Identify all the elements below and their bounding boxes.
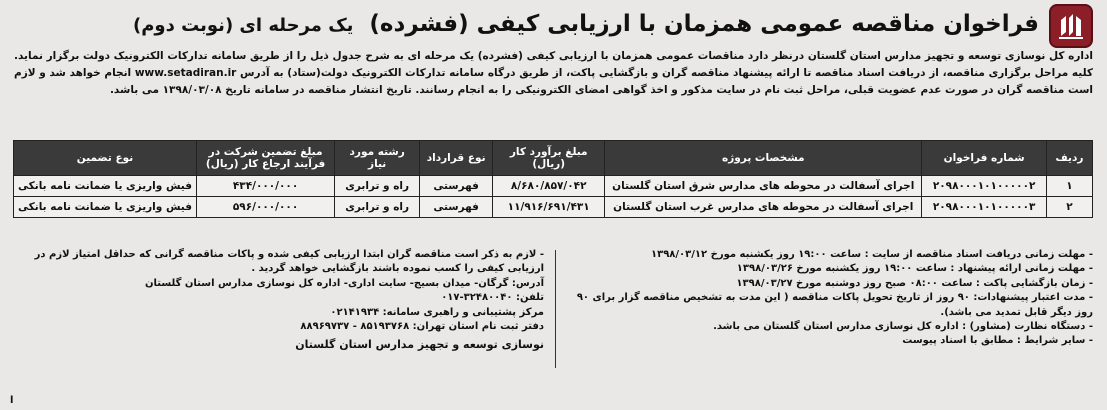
intro-paragraph: اداره کل نوسازی توسعه و تجهیز مدارس استان گلستان درنظر دارد مناقصات عمومی همزمان با ارزیابی کیفی (فشرده) یک مرحله ای به شرح جدول ذیل را از طریق سامانه تدارکات الکترونیک دولت برگزار نماید. کلیه مراحل برگزاری مناقصه، از دریافت اسناد مناقصه تا ارائه پیشنهاد مناقصه گران و بازگشایی پاکت، از طریق درگاه سامانه تدارکات الکترونیک دولت(ستاد) به آدرس www.setadiran.ir انجام خواهد شد و لازم است مناقصه گران در صورت عدم عضویت قبلی، مراحل ثبت نام در سایت مذکور و اخذ گواهی امضای الکترونیکی را به انجام رسانند. تاریخ انتشار مناقصه در سامانه تاریخ ۱۳۹۸/۰۳/۰۸ می باشد. [14, 50, 1093, 96]
note-line: - سایر شرایط : مطابق با اسناد پیوست [902, 335, 1093, 347]
table-row [14, 176, 1093, 197]
cell-row-number: ۲ [1046, 197, 1092, 218]
support-line: مرکز پشتیبانی و راهبری سامانه: ۰۲۱۴۱۹۳۴ [330, 306, 544, 318]
col-row-number: ردیف [1046, 141, 1092, 176]
table-row [14, 197, 1093, 218]
tehran-office-line: دفتر ثبت نام استان تهران: ۸۵۱۹۳۷۶۸ - ۸۸۹۶۹۷۳۷ [300, 321, 544, 333]
schedule-notes [573, 248, 1093, 388]
signature: نوسازی توسعه و تجهیز مدارس استان گلستان [295, 338, 544, 352]
cell-contract-type: فهرستی [420, 176, 493, 197]
cell-project: اجرای آسفالت در محوطه های مدارس غرب استان گلستان [605, 197, 922, 218]
col-guarantee-amount: مبلغ تضمین شرکت در فرآیند ارجاع کار (ریال) [197, 141, 335, 176]
cell-estimate: ۱۱/۹۱۶/۶۹۱/۴۳۱ [493, 197, 605, 218]
col-contract-type: نوع قرارداد [420, 141, 493, 176]
title-subtitle: یک مرحله ای (نوبت دوم) [132, 15, 354, 36]
cell-field: راه و ترابری [335, 176, 420, 197]
note-line: - مهلت زمانی دریافت اسناد مناقصه از سایت : ساعت ۱۹:۰۰ روز یکشنبه مورخ ۱۳۹۸/۰۳/۱۲ [650, 249, 1093, 260]
contact-notes [14, 248, 544, 378]
logo-emblem-icon [1051, 6, 1091, 46]
table-header-row [14, 141, 1093, 176]
page-title [132, 4, 1039, 44]
cell-call-number: ۲۰۹۸۰۰۰۱۰۱۰۰۰۰۰۳ [922, 197, 1047, 218]
cell-row-number: ۱ [1046, 176, 1092, 197]
note-line: - دستگاه نظارت (مشاور) : اداره کل نوسازی مدارس استان گلستان می باشد. [713, 321, 1093, 333]
col-estimate: مبلغ برآورد کار (ریال) [493, 141, 605, 176]
address-line: آدرس: گرگان- میدان بسیج- سایت اداری- اداره کل نوسازی مدارس استان گلستان [144, 277, 544, 289]
col-field: رشته مورد نیاز [335, 141, 420, 176]
cell-guarantee-type: فیش واریزی یا ضمانت نامه بانکی [14, 197, 197, 218]
cell-guarantee-amount: ۵۹۶/۰۰۰/۰۰۰ [197, 197, 335, 218]
organization-logo [1049, 4, 1093, 48]
title-main: فراخوان مناقصه عمومی همزمان با ارزیابی کیفی (فشرده) [369, 11, 1039, 37]
cell-project: اجرای آسفالت در محوطه های مدارس شرق استان گلستان [605, 176, 922, 197]
col-project: مشخصات پروژه [605, 141, 922, 176]
phone-line: تلفن: ۳۲۴۸۰۰۴۰-۰۱۷ [441, 292, 544, 304]
cell-estimate: ۸/۶۸۰/۸۵۷/۰۴۲ [493, 176, 605, 197]
cell-contract-type: فهرستی [420, 197, 493, 218]
note-line: - لازم به ذکر است مناقصه گران ابتدا ارزیابی کیفی شده و پاکات مناقصه گرانی که حداقل امتیاز لازم در ارزیابی کیفی را کسب نموده باشند بازگشایی خواهد گردید . [34, 249, 544, 275]
col-call-number: شماره فراخوان [922, 141, 1047, 176]
tender-table [13, 140, 1093, 218]
col-guarantee-type: نوع تضمین [14, 141, 197, 176]
cell-guarantee-amount: ۴۳۴/۰۰۰/۰۰۰ [197, 176, 335, 197]
cell-call-number: ۲۰۹۸۰۰۰۱۰۱۰۰۰۰۰۲ [922, 176, 1047, 197]
cell-guarantee-type: فیش واریزی یا ضمانت نامه بانکی [14, 176, 197, 197]
note-line: - زمان بازگشایی پاکت : ساعت ۰۸:۰۰ صبح روز دوشنبه مورخ ۱۳۹۸/۰۳/۲۷ [736, 277, 1093, 289]
page-mark: ا [10, 395, 14, 406]
note-line: - مهلت زمانی ارائه پیشنهاد : ساعت ۱۹:۰۰ روز یکشنبه مورخ ۱۳۹۸/۰۳/۲۶ [736, 263, 1093, 275]
column-divider [555, 250, 556, 368]
note-line: - مدت اعتبار پیشنهادات: ۹۰ روز از تاریخ تحویل پاکات مناقصه ( این مدت به تشخیص مناقصه گزار برای ۹۰ روز دیگر قابل تمدید می باشد). [576, 292, 1093, 318]
cell-field: راه و ترابری [335, 197, 420, 218]
